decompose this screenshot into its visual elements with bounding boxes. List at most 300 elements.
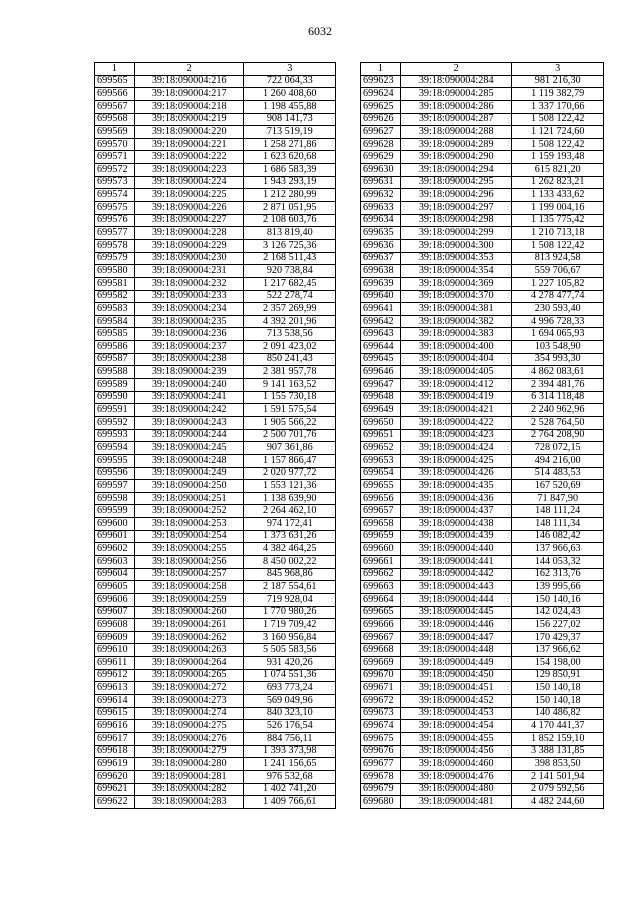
table-header-row	[361, 63, 604, 76]
value-cell: 813 924,58	[512, 252, 604, 265]
cadastral-number-cell: 39:18:090004:241	[134, 391, 244, 404]
row-number-cell: 699595	[95, 454, 135, 467]
cadastral-number-cell: 39:18:090004:264	[134, 657, 244, 670]
table-row	[361, 214, 604, 227]
row-number-cell: 699661	[361, 555, 401, 568]
table-row	[95, 379, 336, 392]
table-row	[361, 606, 604, 619]
table-row	[95, 126, 336, 139]
row-number-cell: 699630	[361, 164, 401, 177]
cadastral-number-cell: 39:18:090004:405	[400, 366, 512, 379]
table-row	[361, 391, 604, 404]
cadastral-number-cell: 39:18:090004:218	[134, 100, 244, 113]
value-cell: 5 505 583,56	[244, 644, 336, 657]
value-cell: 907 361,86	[244, 442, 336, 455]
table-row	[95, 695, 336, 708]
value-cell: 976 532,68	[244, 770, 336, 783]
table-row	[361, 151, 604, 164]
row-number-cell: 699632	[361, 189, 401, 202]
column-header: 3	[244, 63, 336, 76]
value-cell: 156 227,02	[512, 619, 604, 632]
row-number-cell: 699669	[361, 657, 401, 670]
cadastral-number-cell: 39:18:090004:256	[134, 555, 244, 568]
cadastral-number-cell: 39:18:090004:456	[400, 745, 512, 758]
row-number-cell: 699617	[95, 732, 135, 745]
cadastral-number-cell: 39:18:090004:447	[400, 631, 512, 644]
value-cell: 850 241,43	[244, 353, 336, 366]
value-cell: 615 821,20	[512, 164, 604, 177]
row-number-cell: 699653	[361, 454, 401, 467]
page-number: 6032	[308, 24, 332, 38]
row-number-cell: 699589	[95, 379, 135, 392]
row-number-cell: 699614	[95, 695, 135, 708]
table-row	[95, 530, 336, 543]
row-number-cell: 699578	[95, 239, 135, 252]
row-number-cell: 699591	[95, 404, 135, 417]
value-cell: 230 593,40	[512, 303, 604, 316]
value-cell: 713 538,56	[244, 328, 336, 341]
value-cell: 526 176,54	[244, 720, 336, 733]
cadastral-number-cell: 39:18:090004:383	[400, 328, 512, 341]
table-row	[95, 189, 336, 202]
table-row	[361, 720, 604, 733]
cadastral-number-cell: 39:18:090004:274	[134, 707, 244, 720]
row-number-cell: 699620	[95, 770, 135, 783]
cadastral-number-cell: 39:18:090004:265	[134, 669, 244, 682]
row-number-cell: 699664	[361, 593, 401, 606]
cadastral-number-cell: 39:18:090004:258	[134, 581, 244, 594]
table-row	[95, 227, 336, 240]
cadastral-number-cell: 39:18:090004:261	[134, 619, 244, 632]
value-cell: 167 520,69	[512, 480, 604, 493]
row-number-cell: 699590	[95, 391, 135, 404]
row-number-cell: 699640	[361, 290, 401, 303]
row-number-cell: 699612	[95, 669, 135, 682]
value-cell: 3 126 725,36	[244, 239, 336, 252]
table-row	[361, 530, 604, 543]
table-row	[95, 315, 336, 328]
row-number-cell: 699585	[95, 328, 135, 341]
cadastral-number-cell: 39:18:090004:244	[134, 429, 244, 442]
table-row	[95, 341, 336, 354]
table-row	[95, 252, 336, 265]
value-cell: 2 240 962,96	[512, 404, 604, 417]
cadastral-number-cell: 39:18:090004:439	[400, 530, 512, 543]
cadastral-number-cell: 39:18:090004:228	[134, 227, 244, 240]
value-cell: 4 278 477,74	[512, 290, 604, 303]
table-row	[95, 796, 336, 809]
table-row	[95, 631, 336, 644]
value-cell: 1 260 408,60	[244, 88, 336, 101]
row-number-cell: 699631	[361, 176, 401, 189]
table-row	[361, 568, 604, 581]
value-cell: 140 486,82	[512, 707, 604, 720]
table-row	[361, 88, 604, 101]
cadastral-number-cell: 39:18:090004:425	[400, 454, 512, 467]
table-row	[95, 606, 336, 619]
table-row	[361, 277, 604, 290]
cadastral-number-cell: 39:18:090004:442	[400, 568, 512, 581]
row-number-cell: 699666	[361, 619, 401, 632]
value-cell: 1 852 159,10	[512, 732, 604, 745]
cadastral-number-cell: 39:18:090004:276	[134, 732, 244, 745]
table-row	[95, 770, 336, 783]
value-cell: 1 508 122,42	[512, 138, 604, 151]
table-row	[361, 543, 604, 556]
row-number-cell: 699634	[361, 214, 401, 227]
cadastral-number-cell: 39:18:090004:279	[134, 745, 244, 758]
row-number-cell: 699569	[95, 126, 135, 139]
table-row	[361, 290, 604, 303]
row-number-cell: 699615	[95, 707, 135, 720]
row-number-cell: 699574	[95, 189, 135, 202]
value-cell: 1 198 455,88	[244, 100, 336, 113]
cadastral-number-cell: 39:18:090004:449	[400, 657, 512, 670]
table-row	[361, 252, 604, 265]
cadastral-number-cell: 39:18:090004:235	[134, 315, 244, 328]
value-cell: 142 024,43	[512, 606, 604, 619]
table-row	[361, 315, 604, 328]
table-row	[361, 265, 604, 278]
value-cell: 1 199 004,16	[512, 202, 604, 215]
table-row	[95, 682, 336, 695]
value-cell: 2 091 423,02	[244, 341, 336, 354]
value-cell: 1 553 121,36	[244, 480, 336, 493]
table-row	[95, 290, 336, 303]
value-cell: 713 519,19	[244, 126, 336, 139]
cadastral-number-cell: 39:18:090004:257	[134, 568, 244, 581]
value-cell: 1 121 724,60	[512, 126, 604, 139]
row-number-cell: 699672	[361, 695, 401, 708]
table-row	[95, 619, 336, 632]
value-cell: 1 719 709,42	[244, 619, 336, 632]
row-number-cell: 699645	[361, 353, 401, 366]
table-row	[361, 126, 604, 139]
value-cell: 8 450 002,22	[244, 555, 336, 568]
table-row	[95, 745, 336, 758]
value-cell: 1 905 566,22	[244, 416, 336, 429]
cadastral-number-cell: 39:18:090004:252	[134, 505, 244, 518]
table-row	[95, 75, 336, 88]
row-number-cell: 699625	[361, 100, 401, 113]
cadastral-number-cell: 39:18:090004:259	[134, 593, 244, 606]
cadastral-number-cell: 39:18:090004:250	[134, 480, 244, 493]
cadastral-number-cell: 39:18:090004:225	[134, 189, 244, 202]
cadastral-number-cell: 39:18:090004:476	[400, 770, 512, 783]
value-cell: 9 141 163,52	[244, 379, 336, 392]
value-cell: 845 968,86	[244, 568, 336, 581]
table-row	[95, 480, 336, 493]
table-row	[95, 164, 336, 177]
value-cell: 569 049,96	[244, 695, 336, 708]
row-number-cell: 699594	[95, 442, 135, 455]
row-number-cell: 699675	[361, 732, 401, 745]
table-row	[95, 202, 336, 215]
row-number-cell: 699605	[95, 581, 135, 594]
cadastral-number-cell: 39:18:090004:369	[400, 277, 512, 290]
row-number-cell: 699667	[361, 631, 401, 644]
cadastral-number-cell: 39:18:090004:222	[134, 151, 244, 164]
row-number-cell: 699583	[95, 303, 135, 316]
value-cell: 170 429,37	[512, 631, 604, 644]
row-number-cell: 699644	[361, 341, 401, 354]
cadastral-number-cell: 39:18:090004:281	[134, 770, 244, 783]
table-row	[361, 100, 604, 113]
row-number-cell: 699623	[361, 75, 401, 88]
row-number-cell: 699603	[95, 555, 135, 568]
table-row	[361, 758, 604, 771]
column-header: 1	[95, 63, 135, 76]
row-number-cell: 699582	[95, 290, 135, 303]
row-number-cell: 699677	[361, 758, 401, 771]
table-row	[95, 492, 336, 505]
table-row	[361, 644, 604, 657]
table-row	[361, 745, 604, 758]
row-number-cell: 699646	[361, 366, 401, 379]
row-number-cell: 699637	[361, 252, 401, 265]
cadastral-number-cell: 39:18:090004:280	[134, 758, 244, 771]
row-number-cell: 699649	[361, 404, 401, 417]
cadastral-number-cell: 39:18:090004:226	[134, 202, 244, 215]
row-number-cell: 699579	[95, 252, 135, 265]
row-number-cell: 699642	[361, 315, 401, 328]
value-cell: 2 079 592,56	[512, 783, 604, 796]
row-number-cell: 699676	[361, 745, 401, 758]
row-number-cell: 699657	[361, 505, 401, 518]
table-row	[95, 151, 336, 164]
row-number-cell: 699673	[361, 707, 401, 720]
row-number-cell: 699680	[361, 796, 401, 809]
row-number-cell: 699659	[361, 530, 401, 543]
row-number-cell: 699570	[95, 138, 135, 151]
value-cell: 2 357 269,99	[244, 303, 336, 316]
cadastral-number-cell: 39:18:090004:248	[134, 454, 244, 467]
value-cell: 103 548,90	[512, 341, 604, 354]
table-row	[361, 113, 604, 126]
table-row	[95, 581, 336, 594]
value-cell: 4 392 201,96	[244, 315, 336, 328]
row-number-cell: 699609	[95, 631, 135, 644]
row-number-cell: 699678	[361, 770, 401, 783]
column-header: 3	[512, 63, 604, 76]
cadastral-number-cell: 39:18:090004:231	[134, 265, 244, 278]
row-number-cell: 699647	[361, 379, 401, 392]
cadastral-number-cell: 39:18:090004:435	[400, 480, 512, 493]
value-cell: 1 373 631,26	[244, 530, 336, 543]
value-cell: 2 108 603,76	[244, 214, 336, 227]
row-number-cell: 699592	[95, 416, 135, 429]
cadastral-number-cell: 39:18:090004:220	[134, 126, 244, 139]
table-row	[361, 770, 604, 783]
table-row	[361, 202, 604, 215]
table-row	[95, 265, 336, 278]
row-number-cell: 699658	[361, 518, 401, 531]
cadastral-number-cell: 39:18:090004:263	[134, 644, 244, 657]
table-row	[361, 695, 604, 708]
cadastral-number-cell: 39:18:090004:354	[400, 265, 512, 278]
row-number-cell: 699636	[361, 239, 401, 252]
table-row	[95, 176, 336, 189]
value-cell: 146 082,42	[512, 530, 604, 543]
row-number-cell: 699610	[95, 644, 135, 657]
cadastral-number-cell: 39:18:090004:283	[134, 796, 244, 809]
row-number-cell: 699576	[95, 214, 135, 227]
value-cell: 514 483,53	[512, 467, 604, 480]
cadastral-number-cell: 39:18:090004:437	[400, 505, 512, 518]
value-cell: 813 819,40	[244, 227, 336, 240]
row-number-cell: 699577	[95, 227, 135, 240]
value-cell: 1 138 639,90	[244, 492, 336, 505]
row-number-cell: 699616	[95, 720, 135, 733]
value-cell: 1 157 866,47	[244, 454, 336, 467]
cadastral-number-cell: 39:18:090004:272	[134, 682, 244, 695]
row-number-cell: 699600	[95, 518, 135, 531]
cadastral-number-cell: 39:18:090004:236	[134, 328, 244, 341]
table-row	[95, 138, 336, 151]
column-header: 2	[400, 63, 512, 76]
cadastral-number-cell: 39:18:090004:285	[400, 88, 512, 101]
table-row	[361, 492, 604, 505]
value-cell: 1 337 170,66	[512, 100, 604, 113]
row-number-cell: 699648	[361, 391, 401, 404]
table-row	[361, 619, 604, 632]
table-row	[95, 505, 336, 518]
row-number-cell: 699638	[361, 265, 401, 278]
cadastral-number-cell: 39:18:090004:260	[134, 606, 244, 619]
row-number-cell: 699639	[361, 277, 401, 290]
value-cell: 884 756,11	[244, 732, 336, 745]
value-cell: 1 135 775,42	[512, 214, 604, 227]
value-cell: 1 227 105,82	[512, 277, 604, 290]
table-row	[361, 138, 604, 151]
row-number-cell: 699611	[95, 657, 135, 670]
table-row	[361, 796, 604, 809]
table-row	[95, 353, 336, 366]
cadastral-number-cell: 39:18:090004:239	[134, 366, 244, 379]
row-number-cell: 699575	[95, 202, 135, 215]
value-cell: 1 409 766,61	[244, 796, 336, 809]
table-row	[361, 75, 604, 88]
cadastral-number-cell: 39:18:090004:443	[400, 581, 512, 594]
table-row	[361, 189, 604, 202]
cadastral-number-cell: 39:18:090004:300	[400, 239, 512, 252]
row-number-cell: 699622	[95, 796, 135, 809]
table-row	[361, 707, 604, 720]
cadastral-number-cell: 39:18:090004:450	[400, 669, 512, 682]
value-cell: 1 393 373,98	[244, 745, 336, 758]
cadastral-number-cell: 39:18:090004:440	[400, 543, 512, 556]
row-number-cell: 699650	[361, 416, 401, 429]
table-row	[361, 657, 604, 670]
cadastral-number-cell: 39:18:090004:284	[400, 75, 512, 88]
table-row	[361, 454, 604, 467]
cadastral-number-cell: 39:18:090004:290	[400, 151, 512, 164]
cadastral-number-cell: 39:18:090004:232	[134, 277, 244, 290]
cadastral-number-cell: 39:18:090004:438	[400, 518, 512, 531]
table-row	[361, 480, 604, 493]
cadastral-number-cell: 39:18:090004:441	[400, 555, 512, 568]
value-cell: 494 216,00	[512, 454, 604, 467]
cadastral-number-cell: 39:18:090004:253	[134, 518, 244, 531]
cadastral-number-cell: 39:18:090004:223	[134, 164, 244, 177]
value-cell: 2 394 481,76	[512, 379, 604, 392]
cadastral-number-cell: 39:18:090004:249	[134, 467, 244, 480]
left-table	[94, 62, 336, 809]
cadastral-number-cell: 39:18:090004:480	[400, 783, 512, 796]
value-cell: 559 706,67	[512, 265, 604, 278]
table-row	[361, 366, 604, 379]
cadastral-number-cell: 39:18:090004:242	[134, 404, 244, 417]
table-row	[95, 593, 336, 606]
table-header-row	[95, 63, 336, 76]
value-cell: 1 770 980,26	[244, 606, 336, 619]
value-cell: 931 420,26	[244, 657, 336, 670]
row-number-cell: 699565	[95, 75, 135, 88]
value-cell: 1 686 583,39	[244, 164, 336, 177]
value-cell: 2 500 701,76	[244, 429, 336, 442]
value-cell: 4 170 441,37	[512, 720, 604, 733]
value-cell: 2 141 501,94	[512, 770, 604, 783]
table-row	[95, 657, 336, 670]
value-cell: 974 172,41	[244, 518, 336, 531]
value-cell: 1 508 122,42	[512, 239, 604, 252]
row-number-cell: 699586	[95, 341, 135, 354]
cadastral-number-cell: 39:18:090004:287	[400, 113, 512, 126]
table-row	[95, 758, 336, 771]
value-cell: 139 995,66	[512, 581, 604, 594]
table-row	[95, 416, 336, 429]
table-row	[361, 416, 604, 429]
value-cell: 398 853,50	[512, 758, 604, 771]
value-cell: 4 382 464,25	[244, 543, 336, 556]
cadastral-number-cell: 39:18:090004:262	[134, 631, 244, 644]
value-cell: 1 623 620,68	[244, 151, 336, 164]
row-number-cell: 699568	[95, 113, 135, 126]
value-cell: 6 314 118,48	[512, 391, 604, 404]
row-number-cell: 699571	[95, 151, 135, 164]
row-number-cell: 699635	[361, 227, 401, 240]
right-table	[360, 62, 604, 809]
table-row	[95, 303, 336, 316]
value-cell: 1 943 293,19	[244, 176, 336, 189]
row-number-cell: 699670	[361, 669, 401, 682]
table-row	[95, 518, 336, 531]
table-row	[95, 783, 336, 796]
value-cell: 693 773,24	[244, 682, 336, 695]
cadastral-number-cell: 39:18:090004:219	[134, 113, 244, 126]
value-cell: 920 738,84	[244, 265, 336, 278]
row-number-cell: 699599	[95, 505, 135, 518]
cadastral-number-cell: 39:18:090004:426	[400, 467, 512, 480]
value-cell: 522 278,74	[244, 290, 336, 303]
table-row	[95, 707, 336, 720]
row-number-cell: 699596	[95, 467, 135, 480]
value-cell: 2 528 764,50	[512, 416, 604, 429]
row-number-cell: 699626	[361, 113, 401, 126]
cadastral-number-cell: 39:18:090004:217	[134, 88, 244, 101]
cadastral-number-cell: 39:18:090004:254	[134, 530, 244, 543]
value-cell: 148 111,24	[512, 505, 604, 518]
cadastral-number-cell: 39:18:090004:294	[400, 164, 512, 177]
row-number-cell: 699604	[95, 568, 135, 581]
right-table-body	[361, 75, 604, 808]
cadastral-number-cell: 39:18:090004:445	[400, 606, 512, 619]
row-number-cell: 699663	[361, 581, 401, 594]
table-row	[361, 518, 604, 531]
table-row	[95, 442, 336, 455]
row-number-cell: 699624	[361, 88, 401, 101]
table-row	[361, 404, 604, 417]
